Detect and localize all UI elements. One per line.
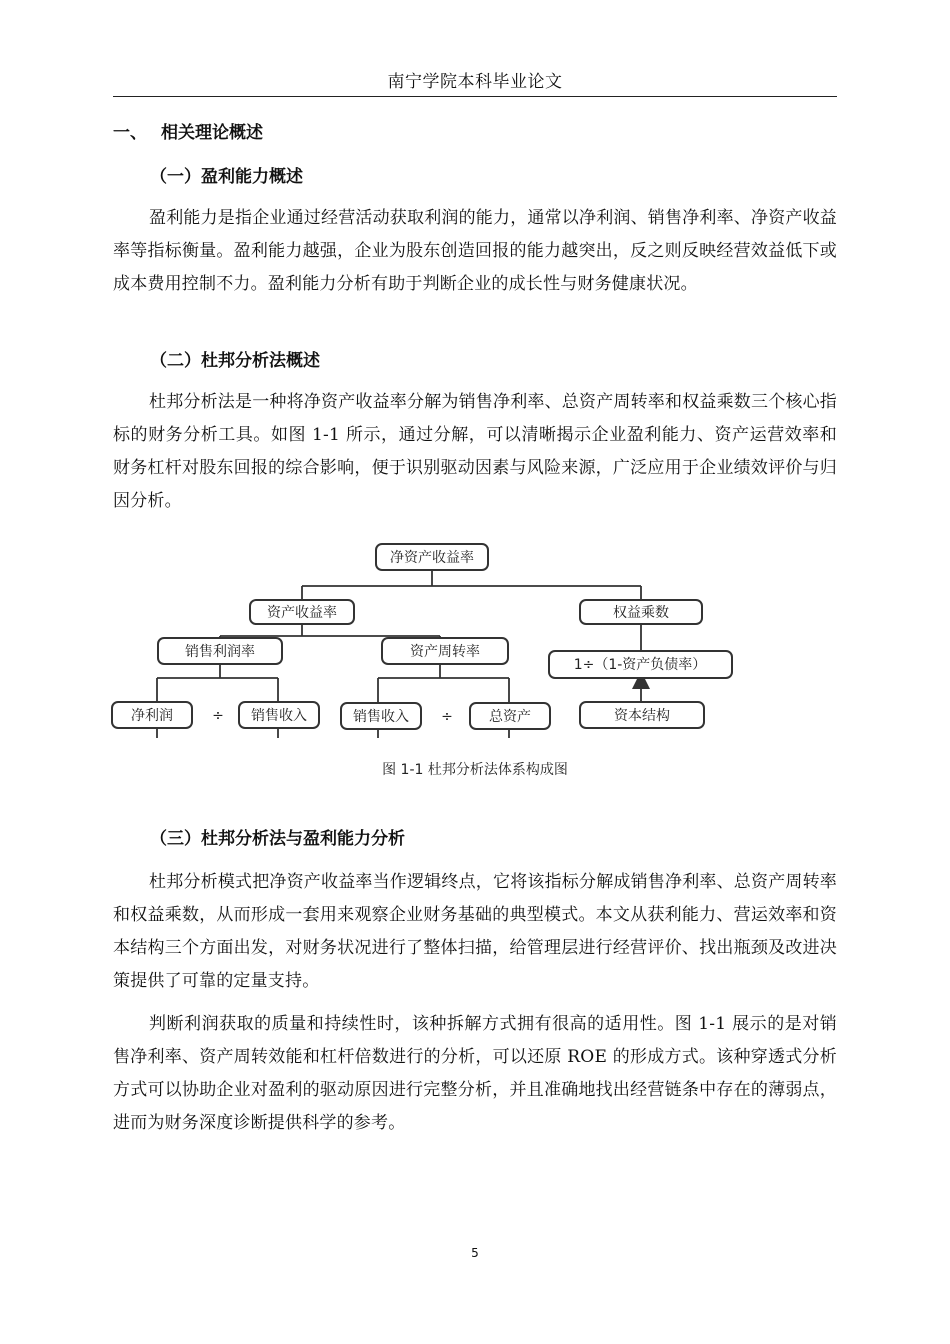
section-heading bbox=[113, 120, 263, 146]
subsection-heading-2: （二）杜邦分析法概述 bbox=[150, 351, 320, 371]
subsection-heading-1: （一）盈利能力概述 bbox=[150, 167, 303, 187]
page-number: 5 bbox=[471, 1246, 479, 1260]
node-total-assets bbox=[470, 703, 550, 729]
node-asset-turnover-label: 资产周转率 bbox=[410, 644, 480, 660]
node-sales-revenue-left-label: 销售收入 bbox=[251, 708, 307, 724]
node-equity-multiplier bbox=[580, 600, 702, 624]
node-roa bbox=[250, 600, 354, 624]
section-number: 一、 bbox=[113, 123, 147, 143]
paragraph-dupont-profitability-2: 判断利润获取的质量和持续性时，该种拆解方式拥有很高的适用性。图 1-1 展示的是对销售净利率、资产周转效能和杠杆倍数进行的分析，可以还原 ROE 的形成方式。该种穿透式分析方式可以协助企业对盈利的驱动原因进行完整分析，并且准确地找出经营链条中存在的薄弱点，进而为财务深度诊断提供科学的参考。 bbox=[113, 1014, 837, 1133]
node-formula bbox=[549, 651, 732, 678]
running-header: 南宁学院本科毕业论文 bbox=[387, 72, 563, 92]
node-net-profit-label: 净利润 bbox=[131, 708, 173, 724]
node-sales-revenue-right-label: 销售收入 bbox=[353, 709, 409, 725]
node-roa-label: 资产收益率 bbox=[267, 605, 337, 621]
node-asset-turnover bbox=[382, 638, 508, 664]
node-roe-label: 净资产收益率 bbox=[390, 550, 474, 566]
node-total-assets-label: 总资产 bbox=[489, 709, 531, 725]
paragraph-dupont-profitability-1: 杜邦分析模式把净资产收益率当作逻辑终点，它将该指标分解成销售净利率、总资产周转率和权益乘数，从而形成一套用来观察企业财务基础的典型模式。本文从获利能力、营运效率和资本结构三个方面出发，对财务状况进行了整体扫描，给管理层进行经营评价、找出瓶颈及改进决策提供了可靠的定量支持。 bbox=[113, 872, 837, 991]
node-equity-multiplier-label: 权益乘数 bbox=[613, 605, 669, 621]
node-sales-revenue-right bbox=[341, 703, 421, 729]
node-net-profit bbox=[112, 702, 192, 728]
subsection-heading-3: （三）杜邦分析法与盈利能力分析 bbox=[150, 829, 405, 849]
paragraph-dupont-overview: 杜邦分析法是一种将净资产收益率分解为销售净利率、总资产周转率和权益乘数三个核心指标的财务分析工具。如图 1-1 所示，通过分解，可以清晰揭示企业盈利能力、资产运营效率和财务杠杆对股东回报的综合影响，便于识别驱动因素与风险来源，广泛应用于企业绩效评价与归因分析。 bbox=[113, 392, 837, 511]
section-title: 相关理论概述 bbox=[161, 123, 263, 143]
figure-caption: 图 1-1 杜邦分析法体系构成图 bbox=[382, 762, 568, 778]
dupont-diagram bbox=[108, 538, 842, 738]
node-sales-revenue-left bbox=[239, 702, 319, 728]
node-capital-structure-label: 资本结构 bbox=[614, 708, 670, 724]
divide-sign-right: ÷ bbox=[441, 709, 453, 725]
paragraph-profitability: 盈利能力是指企业通过经营活动获取利润的能力，通常以净利润、销售净利率、净资产收益率等指标衡量。盈利能力越强，企业为股东创造回报的能力越突出，反之则反映经营效益低下或成本费用控制不力。盈利能力分析有助于判断企业的成长性与财务健康状况。 bbox=[113, 208, 837, 294]
node-roe bbox=[376, 544, 488, 570]
node-profit-margin bbox=[158, 638, 282, 664]
header-rule bbox=[113, 96, 837, 97]
node-profit-margin-label: 销售利润率 bbox=[185, 644, 255, 660]
node-capital-structure bbox=[580, 702, 704, 728]
divide-sign-left: ÷ bbox=[212, 708, 224, 724]
node-formula-label: 1÷（1-资产负债率） bbox=[573, 657, 707, 673]
